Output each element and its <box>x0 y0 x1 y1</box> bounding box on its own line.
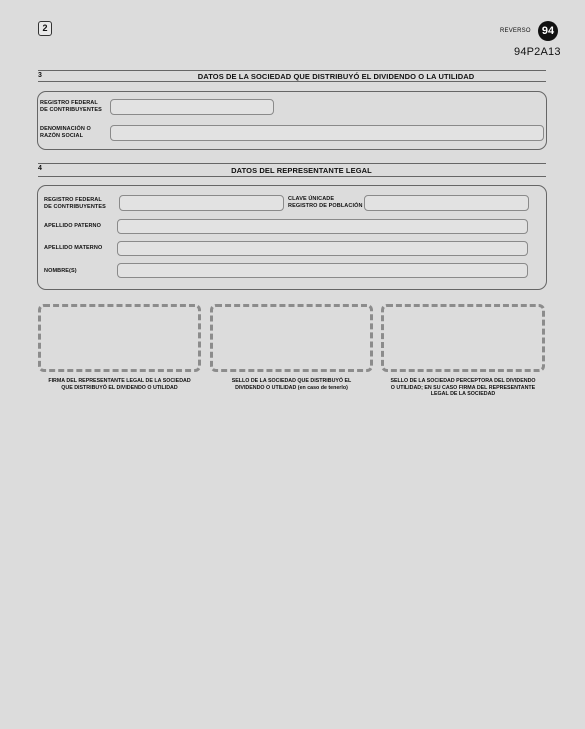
caption3-line1: SELLO DE LA SOCIEDAD PERCEPTORA DEL DIVIDENDO <box>390 378 536 384</box>
section4-materno-field[interactable] <box>117 241 528 256</box>
form-badge: 94 <box>538 21 558 41</box>
section3-rfc-label-line1: REGISTRO FEDERAL <box>40 100 98 106</box>
section3-name-label-line2: RAZÓN SOCIAL <box>40 132 84 139</box>
form-code: 94P2A13 <box>514 46 561 58</box>
section3-name-label <box>40 126 91 139</box>
seal-caption-receiving-company <box>381 378 545 398</box>
seal-caption-distributing-company <box>210 378 373 391</box>
section4-curp-field[interactable] <box>364 195 529 211</box>
section3-rfc-field[interactable] <box>110 99 274 115</box>
signature-caption-representative <box>38 378 201 391</box>
section3-title: DATOS DE LA SOCIEDAD QUE DISTRIBUYÓ EL DIVIDENDO O LA UTILIDAD <box>197 72 475 81</box>
caption1-line1: FIRMA DEL REPRESENTANTE LEGAL DE LA SOCIEDAD <box>48 378 191 384</box>
section4-nombres-label: NOMBRE(S) <box>44 268 77 274</box>
section4-title: DATOS DEL REPRESENTANTE LEGAL <box>231 166 372 175</box>
section4-nombres-field[interactable] <box>117 263 528 278</box>
seal-box-distributing-company[interactable] <box>210 304 373 372</box>
section4-paterno-field[interactable] <box>117 219 528 234</box>
section4-materno-label: APELLIDO MATERNO <box>44 245 103 251</box>
page-number-box: 2 <box>38 21 52 36</box>
section4-number: 4 <box>38 165 42 172</box>
section4-paterno-label: APELLIDO PATERNO <box>44 223 102 229</box>
section3-rfc-label <box>40 100 102 113</box>
section4-rfc-label-line1: REGISTRO FEDERAL <box>44 197 102 203</box>
signature-box-representative[interactable] <box>38 304 201 372</box>
section4-curp-label <box>288 196 363 209</box>
section3-name-field[interactable] <box>110 125 544 141</box>
caption2-line2: DIVIDENDO O UTILIDAD (en caso de tenerlo) <box>235 384 348 391</box>
section3-top-rule <box>38 70 546 71</box>
section4-curp-label-line1: CLAVE ÚNICADE <box>288 196 335 202</box>
caption3-line2: O UTILIDAD; EN SU CASO FIRMA DEL REPRESENTANTE <box>390 384 536 391</box>
section4-rfc-label <box>44 197 106 210</box>
section3-bottom-rule <box>38 81 546 82</box>
seal-box-receiving-company[interactable] <box>381 304 545 372</box>
section3-rfc-label-line2: DE CONTRIBUYENTES <box>40 106 102 113</box>
section4-rfc-label-line2: DE CONTRIBUYENTES <box>44 203 106 210</box>
section4-bottom-rule <box>38 176 546 177</box>
section3-name-label-line1: DENOMINACIÓN O <box>40 126 91 132</box>
caption1-line2: QUE DISTRIBUYÓ EL DIVIDENDO O UTILIDAD <box>61 384 178 391</box>
section4-top-rule <box>38 163 546 164</box>
section4-curp-label-line2: REGISTRO DE POBLACIÓN <box>288 202 363 209</box>
section3-number: 3 <box>38 72 42 79</box>
caption3-line3: LEGAL DE LA SOCIEDAD <box>430 391 496 397</box>
caption2-line1: SELLO DE LA SOCIEDAD QUE DISTRIBUYÓ EL <box>231 378 352 384</box>
side-label: REVERSO <box>500 28 531 34</box>
section4-rfc-field[interactable] <box>119 195 284 211</box>
